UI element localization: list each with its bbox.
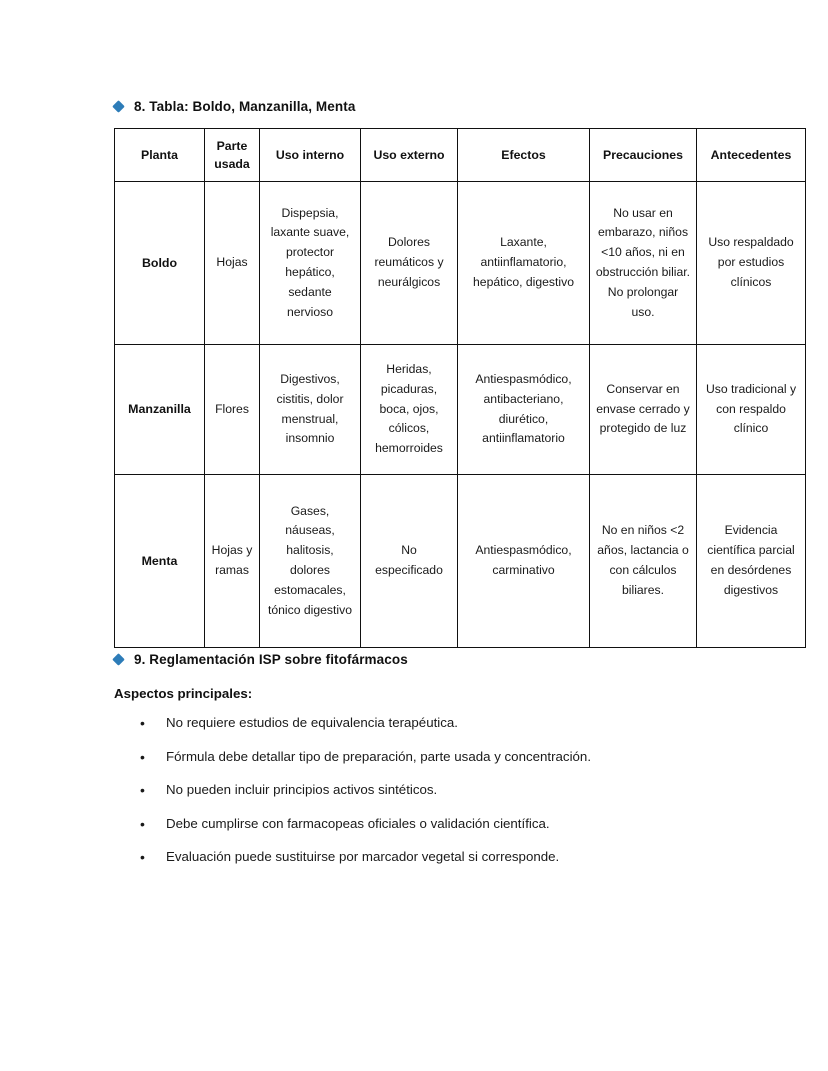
- list-item: [140, 748, 591, 782]
- section-heading-9: [114, 652, 408, 667]
- cell-parte-usada: Hojas: [205, 182, 260, 345]
- aspectos-principales-subheading: Aspectos principales:: [114, 686, 253, 701]
- cell-planta: Boldo: [115, 182, 205, 345]
- bullet-dot-icon: •: [140, 849, 145, 865]
- cell-precauciones: No en niños <2 años, lactancia o con cálculos biliares.: [590, 475, 697, 648]
- list-item-label: Evaluación puede sustituirse por marcador vegetal si corresponde.: [166, 849, 560, 864]
- cell-planta: Manzanilla: [115, 345, 205, 475]
- cell-uso-interno: Dispepsia, laxante suave, protector hepático, sedante nervioso: [260, 182, 361, 345]
- cell-efectos: Laxante, antiinflamatorio, hepático, digestivo: [458, 182, 590, 345]
- bullet-dot-icon: •: [140, 748, 145, 765]
- bullet-dot-icon: •: [140, 782, 145, 798]
- list-item-label: Fórmula debe detallar tipo de preparación, parte usada y concentración.: [166, 748, 592, 764]
- section-heading-8-label: 8. Tabla: Boldo, Manzanilla, Menta: [134, 99, 356, 114]
- column-header-uso-externo: Uso externo: [361, 129, 458, 182]
- herb-comparison-table: [114, 128, 806, 648]
- column-header-uso-interno: Uso interno: [260, 129, 361, 182]
- list-item: [140, 815, 591, 849]
- cell-parte-usada: Flores: [205, 345, 260, 475]
- cell-uso-externo: Dolores reumáticos y neurálgicos: [361, 182, 458, 345]
- table-row: [115, 182, 806, 345]
- cell-antecedentes: Uso respaldado por estudios clínicos: [697, 182, 806, 345]
- cell-antecedentes: Uso tradicional y con respaldo clínico: [697, 345, 806, 475]
- cell-uso-interno: Digestivos, cistitis, dolor menstrual, insomnio: [260, 345, 361, 475]
- cell-uso-externo: Heridas, picaduras, boca, ojos, cólicos, hemorroides: [361, 345, 458, 475]
- column-header-precauciones: Precauciones: [590, 129, 697, 182]
- cell-precauciones: No usar en embarazo, niños <10 años, ni en obstrucción biliar. No prolongar uso.: [590, 182, 697, 345]
- column-header-planta: Planta: [115, 129, 205, 182]
- column-header-parte-usada: Parte usada: [205, 129, 260, 182]
- cell-efectos: Antiespasmódico, antibacteriano, diurético, antiinflamatorio: [458, 345, 590, 475]
- bullet-dot-icon: •: [140, 715, 145, 731]
- cell-precauciones: Conservar en envase cerrado y protegido de luz: [590, 345, 697, 475]
- list-item-label: No pueden incluir principios activos sintéticos.: [166, 782, 438, 797]
- section-heading-8: [114, 99, 355, 114]
- list-item: [140, 781, 591, 815]
- cell-uso-interno: Gases, náuseas, halitosis, dolores estomacales, tónico digestivo: [260, 475, 361, 648]
- list-item: [140, 848, 591, 882]
- cell-efectos: Antiespasmódico, carminativo: [458, 475, 590, 648]
- cell-antecedentes: Evidencia científica parcial en desórdenes digestivos: [697, 475, 806, 648]
- table-row: [115, 345, 806, 475]
- bullet-dot-icon: •: [140, 815, 145, 832]
- aspectos-principales-list: [140, 714, 591, 882]
- column-header-antecedentes: Antecedentes: [697, 129, 806, 182]
- list-item-label: No requiere estudios de equivalencia terapéutica.: [166, 715, 458, 730]
- cell-uso-externo: No especificado: [361, 475, 458, 648]
- cell-parte-usada: Hojas y ramas: [205, 475, 260, 648]
- column-header-efectos: Efectos: [458, 129, 590, 182]
- diamond-bullet-icon: [112, 653, 125, 666]
- table-row: [115, 475, 806, 648]
- cell-planta: Menta: [115, 475, 205, 648]
- section-heading-9-label: 9. Reglamentación ISP sobre fitofármacos: [134, 652, 408, 667]
- list-item-label: Debe cumplirse con farmacopeas oficiales o validación científica.: [166, 815, 550, 831]
- list-item: [140, 714, 591, 748]
- table-header-row: [115, 129, 806, 182]
- diamond-bullet-icon: [112, 100, 125, 113]
